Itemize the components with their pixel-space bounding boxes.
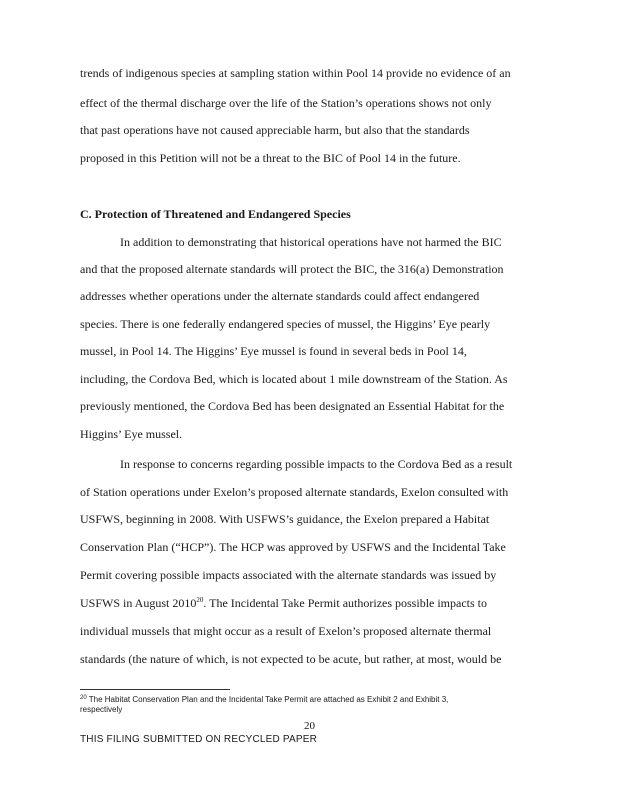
footnote-reference[interactable]: 20 — [196, 596, 204, 604]
body-text-line: Higgins’ Eye mussel. — [80, 427, 183, 441]
body-text-line: that past operations have not caused appreciable harm, but also that the standards — [80, 123, 470, 137]
body-text-line: of Station operations under Exelon’s proposed alternate standards, Exelon consulted with — [80, 485, 509, 499]
footnote-text-segment: The Habitat Conservation Plan and the Incidental Take Permit are attached as Exhibit 2 and Exhibit 3, — [86, 695, 449, 704]
body-text-line — [0, 596, 619, 610]
body-text-line: previously mentioned, the Cordova Bed has been designated an Essential Habitat for the — [80, 399, 505, 413]
page-number: 20 — [304, 720, 315, 732]
footnote-divider — [80, 689, 230, 690]
body-text-line: addresses whether operations under the alternate standards could affect endangered — [80, 289, 480, 303]
body-text-line: mussel, in Pool 14. The Higgins’ Eye mussel is found in several beds in Pool 14, — [80, 344, 467, 358]
body-text-line: proposed in this Petition will not be a threat to the BIC of Pool 14 in the future. — [80, 151, 461, 165]
body-text-line: and that the proposed alternate standards will protect the BIC, the 316(a) Demonstration — [80, 262, 504, 276]
footnote-text — [0, 695, 619, 705]
section-heading: C. Protection of Threatened and Endangered Species — [80, 207, 351, 221]
body-text-segment: USFWS in August 2010 — [80, 596, 197, 610]
body-text-line: In addition to demonstrating that historical operations have not harmed the BIC — [120, 235, 502, 249]
body-text-line: individual mussels that might occur as a result of Exelon’s proposed alternate thermal — [80, 624, 492, 638]
body-text-line: effect of the thermal discharge over the life of the Station’s operations shows not only — [80, 96, 492, 110]
body-text-line: Permit covering possible impacts associated with the alternate standards was issued by — [80, 568, 497, 582]
body-text-line: In response to concerns regarding possible impacts to the Cordova Bed as a result — [120, 457, 513, 471]
body-text-line: USFWS, beginning in 2008. With USFWS’s guidance, the Exelon prepared a Habitat — [80, 512, 490, 526]
body-text-segment: . The Incidental Take Permit authorizes possible impacts to — [203, 596, 488, 610]
body-text-line: species. There is one federally endangered species of mussel, the Higgins’ Eye pearly — [80, 317, 491, 331]
footnote-number: 20 — [80, 695, 87, 701]
body-text-line: Conservation Plan (“HCP”). The HCP was approved by USFWS and the Incidental Take — [80, 540, 506, 554]
body-text-line: trends of indigenous species at sampling station within Pool 14 provide no evidence of an — [80, 66, 511, 80]
footnote-text: respectively — [80, 705, 123, 714]
body-text-line: including, the Cordova Bed, which is located about 1 mile downstream of the Station. As — [80, 372, 508, 386]
body-text-line: standards (the nature of which, is not expected to be acute, but rather, at most, would be — [80, 652, 502, 666]
page-footer: THIS FILING SUBMITTED ON RECYCLED PAPER — [80, 734, 318, 745]
